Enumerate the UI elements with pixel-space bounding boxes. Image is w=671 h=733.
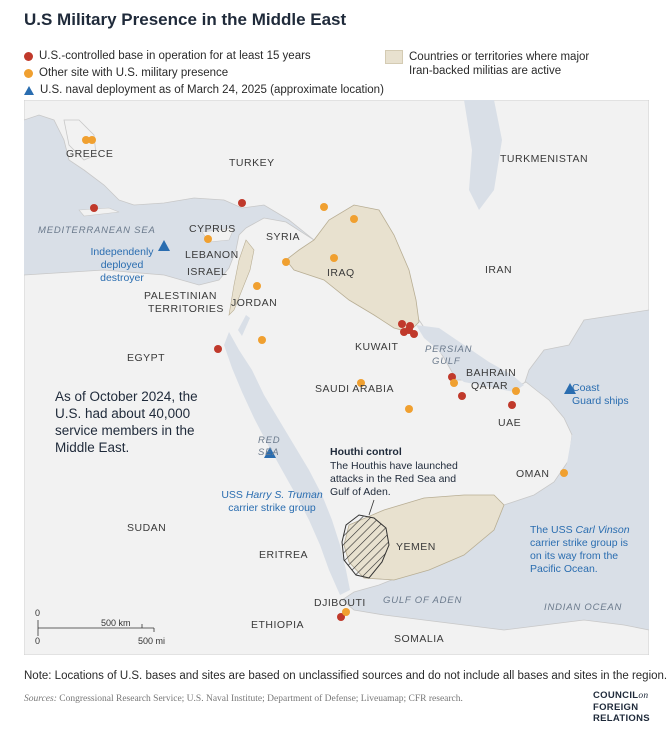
- site-orange: [320, 203, 328, 211]
- label-eritrea: ERITREA: [259, 549, 309, 561]
- site-orange: [282, 258, 290, 266]
- footnote: Note: Locations of U.S. bases and sites are based on unclassified sources and do not include all bases and sites in the region.: [24, 670, 668, 682]
- label-red: RED: [258, 435, 281, 446]
- service-members-note: As of October 2024, the U.S. had about 40,000 service members in the Middle East.: [55, 389, 198, 455]
- scale-zero-bottom: 0: [35, 636, 41, 646]
- land-crete: [79, 208, 119, 216]
- label-cyprus: CYPRUS: [189, 223, 236, 235]
- label-sudan: SUDAN: [127, 522, 167, 534]
- note-destroyer-line1: Independenly: [90, 246, 154, 258]
- label-indian-ocean: INDIAN OCEAN: [544, 602, 623, 613]
- logo-on: on: [638, 691, 649, 701]
- site-orange: [253, 282, 261, 290]
- base-red: [398, 320, 406, 328]
- site-orange: [350, 215, 358, 223]
- note-coast-guard: [572, 382, 629, 408]
- label-territories: TERRITORIES: [148, 303, 224, 315]
- note-truman-line2: carrier strike group: [228, 502, 316, 514]
- note-vinson-ship: Carl Vinson: [575, 524, 630, 536]
- label-greece: GREECE: [66, 148, 114, 160]
- label-egypt: EGYPT: [127, 352, 166, 364]
- note-truman-ship: Harry S. Truman: [245, 489, 323, 501]
- label-djibouti: DJIBOUTI: [314, 597, 366, 609]
- note-truman: [217, 489, 327, 515]
- legend-militia-line1: Countries or territories where major: [409, 51, 590, 63]
- label-kuwait: KUWAIT: [355, 341, 399, 353]
- orange-dot-icon: [24, 69, 33, 78]
- base-red: [458, 392, 466, 400]
- note-vinson-line2: carrier strike group is: [530, 537, 629, 549]
- base-red: [90, 204, 98, 212]
- label-turkmenistan: TURKMENISTAN: [500, 153, 589, 165]
- houthi-title: Houthi control: [330, 446, 402, 458]
- note-truman-pre: USS: [221, 489, 246, 501]
- label-bahrain: BAHRAIN: [466, 367, 517, 379]
- site-orange: [512, 387, 520, 395]
- note-coast-guard-line2: Guard ships: [572, 395, 629, 407]
- site-orange: [405, 405, 413, 413]
- map-title: U.S Military Presence in the Middle East: [24, 10, 347, 29]
- map: [24, 100, 649, 655]
- scale-km: 500 km: [101, 618, 131, 628]
- sources: [24, 694, 463, 704]
- site-orange: [88, 136, 96, 144]
- cfr-logo: [593, 690, 650, 724]
- scale-zero-top: 0: [35, 608, 41, 618]
- label-uae: UAE: [498, 417, 522, 429]
- label-gulf-of-aden: GULF OF ADEN: [383, 595, 463, 606]
- label-yemen: YEMEN: [396, 541, 436, 553]
- logo-line3: RELATIONS: [593, 713, 650, 724]
- scale-mi: 500 mi: [138, 636, 166, 646]
- legend-naval: [24, 84, 384, 96]
- red-dot-icon: [24, 52, 33, 61]
- base-red: [400, 328, 408, 336]
- note-destroyer-line3: destroyer: [100, 272, 144, 284]
- base-red: [410, 330, 418, 338]
- legend-orange-site-label: Other site with U.S. military presence: [39, 67, 229, 79]
- houthi-body: The Houthis have launched attacks in the Red Sea and Gulf of Aden.: [330, 460, 458, 498]
- site-orange: [330, 254, 338, 262]
- note-destroyer: [82, 246, 162, 285]
- label-saudi-arabia: SAUDI ARABIA: [315, 383, 394, 395]
- logo-line2: FOREIGN: [593, 702, 639, 713]
- base-red: [238, 199, 246, 207]
- base-red: [214, 345, 222, 353]
- label-somalia: SOMALIA: [394, 633, 445, 645]
- legend-militia-line2: Iran-backed militias are active: [409, 65, 562, 77]
- note-vinson: [530, 524, 630, 576]
- sources-text: Congressional Research Service; U.S. Naval Institute; Department of Defense; Liveuamap; CFR research.: [56, 694, 463, 704]
- legend-red-base-label: U.S.-controlled base in operation for at least 15 years: [39, 50, 311, 62]
- legend-militia: [385, 50, 589, 78]
- site-orange: [342, 608, 350, 616]
- base-red: [508, 401, 516, 409]
- note-vinson-pre: The USS: [530, 524, 576, 536]
- base-red: [406, 322, 414, 330]
- label-ethiopia: ETHIOPIA: [251, 619, 305, 631]
- site-orange: [258, 336, 266, 344]
- militia-swatch-icon: [385, 50, 403, 64]
- label-qatar: QATAR: [471, 380, 509, 392]
- note-coast-guard-line1: Coast: [572, 382, 600, 394]
- note-vinson-line3: on its way from the: [530, 550, 619, 562]
- legend-naval-label: U.S. naval deployment as of March 24, 2025 (approximate location): [40, 84, 384, 96]
- label-mediterranean: MEDITERRANEAN SEA: [38, 225, 156, 236]
- label-oman: OMAN: [516, 468, 550, 480]
- note-destroyer-line2: deployed: [100, 259, 144, 271]
- legend-orange-site: [24, 67, 228, 79]
- label-persian: PERSIAN: [425, 344, 473, 355]
- label-israel: ISRAEL: [187, 266, 228, 278]
- label-syria: SYRIA: [266, 231, 301, 243]
- note-vinson-line4: Pacific Ocean.: [530, 563, 598, 575]
- site-orange: [450, 379, 458, 387]
- sources-label: Sources:: [24, 694, 57, 704]
- legend-red-base: [24, 50, 311, 62]
- label-turkey: TURKEY: [229, 157, 275, 169]
- label-jordan: JORDAN: [231, 297, 278, 309]
- label-iraq: IRAQ: [327, 267, 355, 279]
- site-orange: [560, 469, 568, 477]
- label-iran: IRAN: [485, 264, 513, 276]
- label-lebanon: LEBANON: [185, 249, 239, 261]
- logo-line1: COUNCIL: [593, 690, 639, 701]
- label-sea: SEA: [258, 447, 280, 458]
- label-palestinian: PALESTINIAN: [144, 290, 217, 302]
- label-gulf: GULF: [432, 356, 461, 367]
- site-orange: [204, 235, 212, 243]
- triangle-icon: [24, 86, 34, 95]
